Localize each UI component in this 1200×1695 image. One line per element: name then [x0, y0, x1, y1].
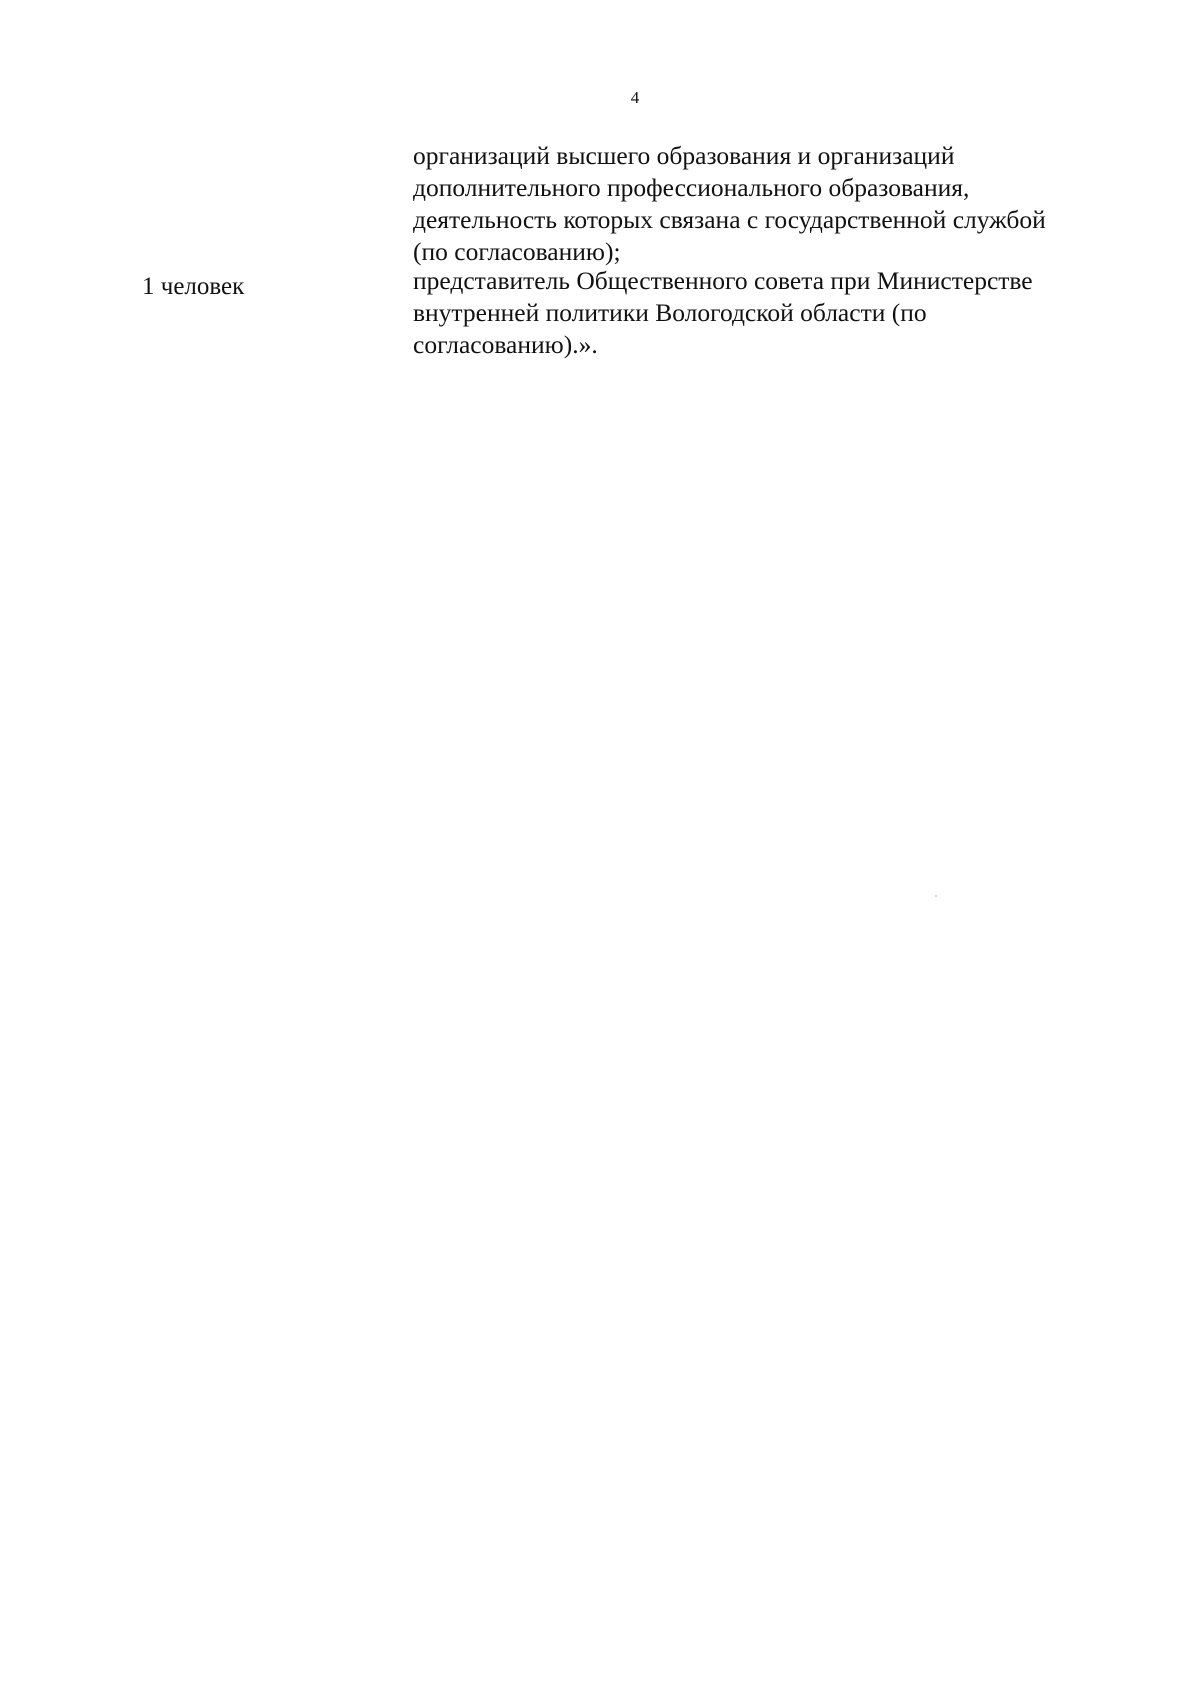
description-line: дополнительного профессионального образования,	[413, 173, 970, 202]
member-description	[413, 140, 1133, 268]
description-line: деятельность которых связана с государственной службой	[413, 205, 1046, 234]
description-line: (по согласованию);	[413, 237, 621, 266]
description-line: внутренней политики Вологодской области (по	[413, 298, 927, 327]
description-line: организаций высшего образования и организаций	[413, 141, 955, 170]
scan-speck	[935, 895, 937, 897]
member-count: 1 человек	[142, 273, 245, 300]
description-line: согласованию).».	[413, 330, 598, 359]
description-line: представитель Общественного совета при Министерстве	[413, 266, 1033, 295]
page-number: 4	[630, 88, 640, 107]
member-description	[413, 265, 1133, 361]
